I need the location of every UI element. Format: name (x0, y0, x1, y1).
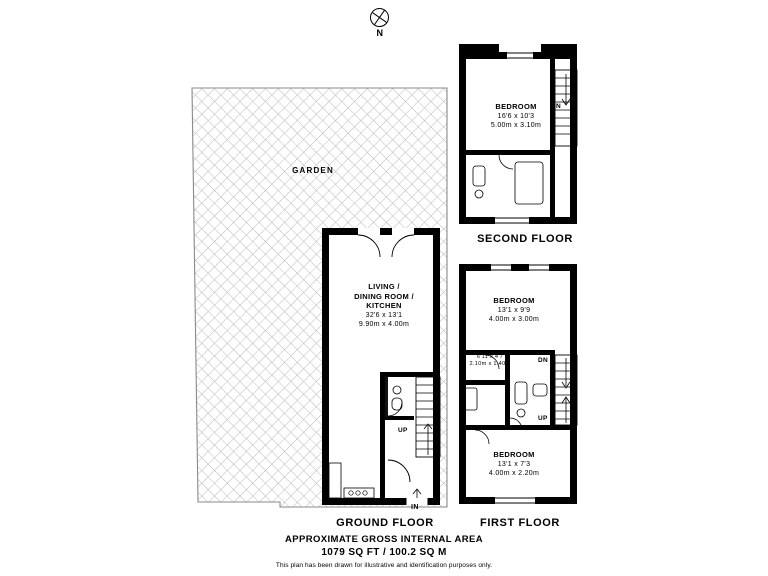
room-dim-imperial: 32'6 x 13'1 (365, 311, 403, 319)
ground-entrance-marker: IN (411, 504, 419, 511)
room-name-line3: KITCHEN (366, 301, 402, 310)
compass-north-label: N (376, 28, 384, 38)
ground-floor-plan (318, 220, 450, 510)
first-up-marker: UP (538, 415, 548, 422)
ground-up-marker: UP (398, 427, 408, 434)
room-second-bedroom (468, 102, 564, 131)
room-name: BEDROOM (493, 296, 535, 305)
first-dn-marker: DN (538, 357, 548, 364)
room-dim-imperial: 13'1 x 7'3 (497, 460, 531, 468)
room-first-bedroom-rear (466, 450, 562, 479)
room-dim-metric: 2.10m x 1.40m (469, 361, 511, 367)
footer-line-1: APPROXIMATE GROSS INTERNAL AREA (284, 534, 484, 545)
room-first-bedroom-front (466, 296, 562, 325)
garden-label: GARDEN (292, 166, 334, 175)
footer-area-info (184, 534, 584, 569)
room-name-line2: DINING ROOM / (354, 291, 414, 301)
room-name: BEDROOM (495, 102, 537, 111)
room-dim-metric: 4.00m x 2.20m (488, 470, 540, 477)
second-floor-title: SECOND FLOOR (477, 233, 573, 245)
room-name-line1: LIVING / (368, 282, 400, 291)
room-dim-imperial: 16'6 x 10'3 (497, 112, 535, 120)
compass-icon (360, 8, 400, 54)
room-dim-metric: 9.90m x 4.00m (358, 321, 410, 328)
room-living-dining-kitchen (330, 282, 438, 330)
room-dim-imperial: 6'11 x 4'7 (476, 354, 504, 360)
second-dn-marker: DN (551, 103, 561, 110)
ground-floor-title: GROUND FLOOR (336, 517, 434, 529)
second-floor-plan (455, 40, 585, 230)
room-dim-metric: 4.00m x 3.00m (488, 316, 540, 323)
room-first-bathroom (462, 354, 518, 368)
footer-disclaimer: This plan has been drawn for illustrative and identification purposes only. (275, 562, 493, 569)
room-name: BEDROOM (493, 450, 535, 459)
first-floor-title: FIRST FLOOR (480, 517, 560, 529)
room-dim-imperial: 13'1 x 9'9 (497, 306, 531, 314)
room-dim-metric: 5.00m x 3.10m (490, 122, 542, 129)
footer-line-2: 1079 SQ FT / 100.2 SQ M (321, 547, 447, 558)
